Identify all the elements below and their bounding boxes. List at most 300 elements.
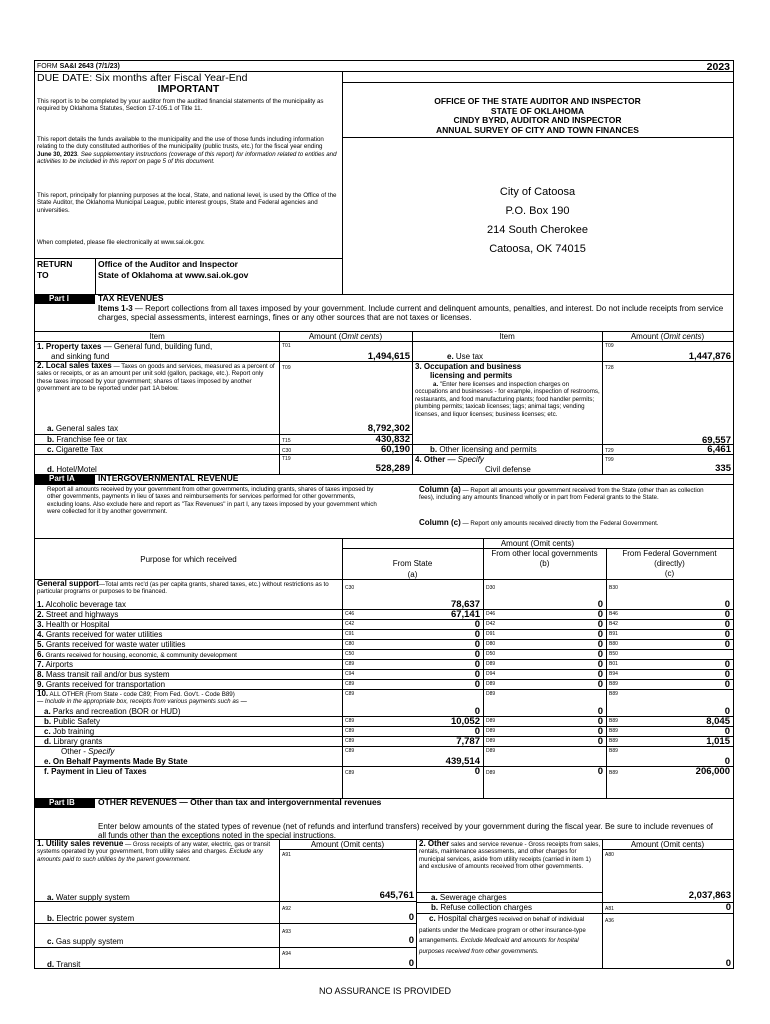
instructions-2c: . See supplementary instructions (coverage of this report) for information related to entities and activities to be included in this report on page 5 of this document. [37, 150, 337, 166]
civil-defense-value[interactable]: 335 [715, 463, 731, 474]
other-sales-title: 2. Other [419, 839, 450, 848]
refuse-code: A81 [605, 906, 614, 912]
franchise-letter: b. [47, 435, 55, 444]
occupation-desc-text: "Enter here licenses and inspection charges on occupations and businesses - for example, inspection of restrooms, restaurants, and food manufacturing plants; food handler permits; plumbing permits; taxicab licenses; tags; animal tags; vending licenses, and liquor licenses; business licenses; etc. [415, 381, 600, 418]
use-tax [447, 352, 483, 361]
part1a-label: Part IA [35, 474, 95, 484]
value-col-c[interactable]: 0 [724, 726, 730, 737]
col-a-header [342, 558, 483, 580]
value-col-b[interactable]: 0 [597, 599, 603, 610]
code-cb: D89 [486, 748, 496, 754]
local-sales-code: T09 [282, 365, 291, 371]
all-other-note: — Include in the appropriate box, receipts from various payments such as — [37, 698, 247, 705]
hospital-charges [419, 914, 601, 957]
code-cc: B89 [609, 748, 618, 754]
col-b-sub: (b) [539, 559, 550, 568]
col-b-header [483, 549, 606, 569]
col-c-title: From Federal Government (directly) [622, 549, 717, 568]
gas-code: A93 [282, 929, 291, 935]
transit-text: Transit [54, 960, 81, 969]
value-col-a[interactable]: 7,787 [456, 736, 480, 747]
instructions-4: When completed, please file electronically at www.sai.ok.gov. [37, 239, 205, 246]
part1a-intro: Report all amounts received by your government from other governments, including grants, shares of taxes imposed by other governments, payments in lieu of taxes and reimbursements for services performed for other governments, excluding loans. Also exclude here and report as "Tax Revenues" in part I, any taxes imposed by your government which were collected for it by another government. [47, 486, 377, 516]
refuse-collection [431, 903, 532, 912]
row-text: Airports [43, 660, 74, 669]
sewerage-text: Sewerage charges [437, 893, 507, 902]
survey-form [34, 60, 734, 969]
gas-supply [47, 937, 123, 946]
form-id [37, 62, 120, 71]
property-desc: — General fund, building fund, [101, 342, 213, 351]
other-licensing-code: T29 [605, 448, 614, 454]
row-text: Grants received for housing, economic, & community development [43, 652, 237, 659]
all-other-number: 10. [37, 689, 49, 698]
value-col-b[interactable]: 0 [597, 736, 603, 747]
civil-defense: Civil defense [485, 465, 531, 474]
return-to-address-1: Office of the Auditor and Inspector [98, 259, 238, 269]
transit [47, 960, 80, 969]
transit-code: A94 [282, 951, 291, 957]
code-ca: C89 [345, 718, 355, 724]
office-line-1: OFFICE OF THE STATE AUDITOR AND INSPECTOR [434, 96, 641, 106]
utility-title: 1. Utility sales revenue [37, 839, 124, 848]
value-col-a[interactable]: 0 [474, 726, 480, 737]
column-c-note [419, 519, 719, 527]
all-other-text: ALL OTHER (From State - code C89; From Fed. Gov't. - Code B89) [48, 691, 235, 698]
code-cc: B01 [609, 661, 618, 667]
code-cc: B89 [609, 770, 618, 776]
occupation-title: 3. Occupation and business [415, 362, 522, 371]
value-col-a[interactable]: 0 [474, 706, 480, 717]
return-to-label-1: RETURN [37, 259, 73, 269]
office-heading [342, 97, 733, 135]
sub-row-letter: c. [44, 727, 51, 736]
value-col-c[interactable]: 0 [724, 639, 730, 650]
utility-amount-header: Amount (Omit cents) [310, 840, 385, 849]
form-id-number: SA&I 2643 [59, 63, 94, 70]
code-cc: B42 [609, 621, 618, 627]
property-title: 1. Property taxes [37, 342, 102, 351]
row-text: Street and highways [43, 610, 119, 619]
use-tax-code: T09 [605, 343, 614, 349]
general-support [37, 580, 342, 596]
col-amount-c2: ) [701, 332, 705, 341]
on-behalf-label [44, 757, 188, 766]
sub-row-letter: b. [44, 717, 52, 726]
pilot-value-c[interactable]: 206,000 [695, 766, 730, 777]
part1b-intro: Enter below amounts of the stated types of revenue (net of refunds and interfund transfers) received by your government during the fiscal year. Be sure to include revenues of all funds other than the exceptions noted in the special instructions. [98, 822, 714, 840]
code-ca: C89 [345, 748, 355, 754]
code-ca: C89 [345, 661, 355, 667]
column-c-bold: Column (c) [419, 518, 461, 527]
general-sales-tax [47, 424, 118, 433]
pilot-label [44, 767, 147, 776]
general-sales-value[interactable]: 8,792,302 [367, 423, 410, 434]
value-col-c[interactable]: 0 [724, 659, 730, 670]
other-sales-service [419, 840, 601, 871]
row-text: Health or Hospital [43, 620, 110, 629]
code-cb: D89 [486, 738, 496, 744]
part1-col-item-left: Item [149, 332, 165, 341]
footer-note: NO ASSURANCE IS PROVIDED [318, 986, 452, 996]
occupation-code: T28 [605, 365, 614, 371]
value-col-b[interactable]: 0 [597, 649, 603, 660]
row-number: 7. [37, 660, 44, 669]
utility-desc: — Gross receipts of any water, electric, gas or transit systems operated by your government, from utility sales and charges. [37, 841, 271, 856]
local-sales-desc: — Taxes on goods and services, measured as a percent of sales or receipts, or as an amount per unit sold (gallon, package, etc.). Report only these taxes imposed by your government; shares of taxes imposed by another government are to be reported under part 1A below. [37, 363, 275, 393]
other-specify: — Specify [445, 455, 484, 464]
utility-desc-italic: Exclude any amounts paid to such utilities by the parent government. [37, 848, 263, 863]
col-amount-b: Omit cents [341, 332, 380, 341]
office-line-3: CINDY BYRD, AUDITOR AND INSPECTOR [453, 115, 622, 125]
part1-label: Part I [35, 294, 95, 304]
row-text: Grants received for water utilities [43, 630, 163, 639]
other-licensing [430, 445, 537, 454]
part1-col-amount-left [279, 332, 412, 341]
sub-row-letter: d. [44, 737, 52, 746]
other-specify-italic: Specify [88, 747, 115, 756]
general-support-text: —Total amts rec'd (as per capita grants, shared taxes, etc.) without restrictions as to particular programs or purposes to be financed. [37, 581, 329, 596]
part1-intro [98, 304, 730, 322]
intergov-row-label [37, 660, 73, 669]
code-cc: B89 [609, 718, 618, 724]
cigarette-letter: c. [47, 445, 54, 454]
value-col-c[interactable]: 0 [724, 599, 730, 610]
franchise-text: Franchise fee or tax [54, 435, 128, 444]
value-col-b[interactable]: 0 [597, 679, 603, 690]
property-desc2: and sinking fund [51, 352, 110, 361]
col-a-sub: (a) [407, 570, 418, 579]
utility-sales [37, 840, 275, 863]
code-cc: B89 [609, 728, 618, 734]
part1a-title: INTERGOVERNMENTAL REVENUE [98, 473, 239, 483]
code-cb: D89 [486, 718, 496, 724]
instructions-2a: This report details the funds available to the municipality and the use of those funds including information relating to the duty constituted authorities of the municipality (public trusts, etc.) for the fiscal year ending [37, 136, 324, 151]
code-cc: B89 [609, 691, 618, 697]
other-specify-label [61, 747, 114, 756]
value-col-c[interactable]: 0 [724, 669, 730, 680]
pilot-text: Payment in Lieu of Taxes [48, 767, 147, 776]
col-amount-a2: Amount ( [630, 332, 664, 341]
general-support-bold: General support [37, 579, 99, 588]
sub-row-label [44, 727, 94, 736]
refuse-letter: b. [431, 903, 439, 912]
other-sales-code: A80 [605, 852, 614, 858]
sewerage-letter: a. [431, 893, 438, 902]
use-tax-text: Use tax [453, 352, 484, 361]
code-cb: D50 [486, 651, 496, 657]
general-sales-text: General sales tax [53, 424, 119, 433]
row-text: Mass transit rail and/or bus system [43, 670, 170, 679]
value-col-b[interactable]: 0 [597, 619, 603, 630]
value-col-a[interactable]: 10,052 [450, 716, 480, 727]
on-behalf-letter: e. [44, 757, 51, 766]
all-other-label [37, 690, 342, 705]
value-col-b[interactable]: 0 [597, 716, 603, 727]
code-cb: D89 [486, 728, 496, 734]
return-to-address-2: State of Oklahoma at www.sai.ok.gov [98, 270, 249, 280]
water-value[interactable]: 645,761 [379, 890, 414, 901]
cigarette-code: C30 [282, 448, 292, 454]
code-cb: D89 [486, 691, 496, 697]
sewerage-charges [431, 893, 507, 902]
value-col-b[interactable]: 0 [597, 659, 603, 670]
hotel-value[interactable]: 528,289 [375, 463, 410, 474]
hospital-text: Hospital charges [435, 914, 498, 923]
office-line-2: STATE OF OKLAHOMA [490, 105, 585, 116]
cigarette-text: Cigarette Tax [53, 445, 103, 454]
part1-col-item-right: Item [499, 332, 515, 341]
property-code: T01 [282, 343, 291, 349]
purpose-header: Purpose for which received [140, 555, 237, 564]
hotel-motel [47, 465, 97, 474]
electric-text: Electric power system [54, 914, 135, 923]
value-col-b[interactable]: 0 [597, 726, 603, 737]
hospital-code: A36 [605, 918, 614, 924]
transit-letter: d. [47, 960, 55, 969]
value-col-c[interactable]: 0 [724, 619, 730, 630]
code-cb: D89 [486, 661, 496, 667]
city-state-zip: Catoosa, OK 74015 [489, 243, 586, 255]
code-ca: C89 [345, 691, 355, 697]
code-cc: B30 [609, 585, 618, 591]
refuse-text: Refuse collection charges [438, 903, 532, 912]
column-a-text: — Report all amounts your government received from the State (other than as collection fees), including any amounts financed wholly or in part from Federal grants to the State. [419, 487, 704, 502]
electric-letter: b. [47, 914, 55, 923]
column-a-bold: Column (a) [419, 485, 461, 494]
value-col-a[interactable]: 0 [474, 669, 480, 680]
property-taxes-label [37, 342, 212, 351]
code-cc: B94 [609, 671, 618, 677]
sub-row-label [44, 737, 102, 746]
cigarette-tax [47, 445, 103, 454]
value-col-a[interactable]: 0 [474, 649, 480, 660]
intergov-row-label [37, 680, 165, 689]
other-title: 4. Other [415, 455, 446, 464]
col-c-sub: (c) [664, 569, 675, 578]
row-number: 8. [37, 670, 44, 679]
property-tax-value[interactable]: 1,494,615 [367, 351, 410, 362]
water-text: Water supply system [53, 893, 130, 902]
value-col-b[interactable]: 0 [597, 669, 603, 680]
row-number: 3. [37, 620, 44, 629]
refuse-value[interactable]: 0 [725, 902, 731, 913]
value-col-a[interactable]: 0 [474, 639, 480, 650]
occupation-title2: licensing and permits [430, 371, 513, 380]
value-col-a[interactable]: 0 [474, 619, 480, 630]
hospital-value[interactable]: 0 [725, 958, 731, 969]
municipality-address [342, 183, 733, 259]
code-cb: D80 [486, 641, 496, 647]
electric-code: A92 [282, 906, 291, 912]
cigarette-value[interactable]: 60,190 [380, 444, 410, 455]
part1b-label: Part IB [35, 798, 95, 808]
occupation-value[interactable]: 69,557 [701, 435, 731, 446]
water-code: A91 [282, 852, 291, 858]
sub-row-text: Library grants [51, 737, 103, 746]
franchise-code: T15 [282, 438, 291, 444]
intergov-row-label [37, 620, 109, 629]
street-address: 214 South Cherokee [487, 224, 588, 236]
column-c-text: — Report only amounts received directly from the Federal Government. [460, 520, 659, 527]
electric-value[interactable]: 0 [408, 912, 414, 923]
pilot-value-b[interactable]: 0 [597, 766, 603, 777]
value-col-a[interactable]: 0 [474, 679, 480, 690]
other-licensing-letter: b. [430, 445, 438, 454]
franchise-value[interactable]: 430,832 [375, 434, 410, 445]
occupation-letter: a. [433, 381, 439, 388]
po-box: P.O. Box 190 [505, 205, 570, 217]
pilot-letter: f. [44, 767, 49, 776]
code-cb: D42 [486, 621, 496, 627]
code-cc: B91 [609, 631, 618, 637]
code-ca: C89 [345, 728, 355, 734]
office-line-4: ANNUAL SURVEY OF CITY AND TOWN FINANCES [436, 124, 639, 135]
sub-row-text: Parks and recreation (BOR or HUD) [50, 707, 181, 716]
code-ca: C89 [345, 738, 355, 744]
row-text: Grants received for transportation [43, 680, 166, 689]
row-number: 5. [37, 640, 44, 649]
code-ca: C89 [345, 770, 355, 776]
local-sales-title: 2. Local sales taxes [37, 361, 112, 370]
on-behalf-text: On Behalf Payments Made By State [50, 757, 188, 766]
row-number: 6. [37, 650, 44, 659]
value-col-c[interactable]: 0 [724, 629, 730, 640]
franchise-fee [47, 435, 127, 444]
code-cc: B89 [609, 738, 618, 744]
instructions-2 [37, 136, 337, 166]
amount-header: Amount (Omit cents) [500, 539, 575, 548]
code-cc: B89 [609, 681, 618, 687]
col-b-title: From other local governments [491, 549, 598, 558]
value-col-c[interactable]: 8,045 [706, 716, 730, 727]
intergov-row-label [37, 640, 186, 649]
form-date: (7/1/23) [93, 63, 120, 70]
part1-intro-text: — Report collections from all taxes imposed by your government. Include current and delinquent amounts, penalties, and interest. Do not include receipts from service charges, special assessments, interest earnings, fines or any other sources that are not taxes or licenses. [98, 304, 724, 322]
sewerage-value[interactable]: 2,037,863 [688, 890, 731, 901]
code-ca: C91 [345, 631, 355, 637]
part1-col-amount-right [602, 332, 733, 341]
code-cb: D94 [486, 671, 496, 677]
row-number: 4. [37, 630, 44, 639]
value-col-b[interactable]: 0 [597, 639, 603, 650]
sub-row-label [44, 707, 181, 716]
value-col-c[interactable]: 0 [724, 706, 730, 717]
hospital-desc: received on behalf of individual patients under the Medicare program or other insurance-type arrangements. [419, 916, 586, 944]
value-col-a[interactable]: 78,637 [450, 599, 480, 610]
civil-defense-code: T99 [605, 457, 614, 463]
col-amount-b2: Omit cents [663, 332, 702, 341]
row-number: 9. [37, 680, 44, 689]
instructions-3: This report, principally for planning purposes at the local, State, and national level, is used by the Office of the State Auditor, the Oklahoma Municipal League, public interest groups, State and Federal agencies and universities. [37, 192, 337, 214]
value-col-b[interactable]: 0 [597, 629, 603, 640]
other-tax-heading [415, 455, 484, 464]
sub-row-label [44, 717, 100, 726]
col-amount-c: ) [379, 332, 383, 341]
other-amount-header: Amount (Omit cents) [630, 840, 705, 849]
pilot-value-a[interactable]: 0 [474, 766, 480, 777]
intergov-row-label [37, 670, 170, 679]
code-ca: C42 [345, 621, 355, 627]
other-licensing-value[interactable]: 6,461 [707, 444, 731, 455]
important-heading: IMPORTANT [157, 83, 220, 95]
col-c-header [606, 549, 733, 579]
code-cc: B46 [609, 611, 618, 617]
code-cc: B50 [609, 651, 618, 657]
instructions-2b: June 30, 2023 [37, 150, 78, 158]
code-cb: D91 [486, 631, 496, 637]
row-text: Grants received for waste water utilities [43, 640, 186, 649]
gas-value[interactable]: 0 [408, 935, 414, 946]
code-ca: C94 [345, 671, 355, 677]
code-cc: B80 [609, 641, 618, 647]
code-cb: D46 [486, 611, 496, 617]
transit-value[interactable]: 0 [408, 958, 414, 969]
hospital-letter: c. [429, 914, 436, 923]
local-sales-label [37, 362, 275, 393]
value-col-b[interactable]: 0 [597, 706, 603, 717]
on-behalf-value-a[interactable]: 439,514 [445, 756, 480, 767]
value-col-a[interactable]: 0 [474, 659, 480, 670]
city-name: City of Catoosa [499, 186, 576, 198]
due-date: DUE DATE: Six months after Fiscal Year-End [37, 72, 248, 84]
sub-row-text: Job training [50, 727, 95, 736]
on-behalf-value-c[interactable]: 0 [724, 756, 730, 767]
row-number: 1. [37, 600, 44, 609]
row-number: 2. [37, 610, 44, 619]
sub-row-letter: a. [44, 707, 51, 716]
use-tax-value[interactable]: 1,447,876 [688, 351, 731, 362]
form-year: 2023 [706, 61, 730, 73]
value-col-a[interactable]: 0 [474, 629, 480, 640]
value-col-c[interactable]: 1,015 [706, 736, 730, 747]
code-cb: D89 [486, 681, 496, 687]
hotel-text: Hotel/Motel [54, 465, 97, 474]
part1-title: TAX REVENUES [98, 293, 164, 303]
col-a-title: From State [392, 559, 433, 568]
part1-intro-bold: Items 1-3 [98, 304, 133, 313]
value-col-a[interactable]: 67,141 [450, 609, 480, 620]
part1b-title: OTHER REVENUES — Other than tax and intergovernmental revenues [98, 797, 382, 807]
code-ca: C30 [345, 585, 355, 591]
intergov-row-label [37, 610, 118, 619]
other-specify-text: Other - [61, 747, 89, 756]
code-ca: C50 [345, 651, 355, 657]
code-cb: D30 [486, 585, 496, 591]
occupation-desc [415, 381, 601, 418]
water-letter: a. [47, 893, 54, 902]
value-col-b[interactable]: 0 [597, 609, 603, 620]
electric-power [47, 914, 134, 923]
value-col-c[interactable]: 0 [724, 679, 730, 690]
code-cb: D89 [486, 770, 496, 776]
return-to-label-2: TO [37, 270, 49, 280]
sub-row-text: Public Safety [51, 717, 101, 726]
instructions-1: This report is to be completed by your auditor from the audited financial statements of the municipality as required by Oklahoma Statutes, Section 17-105.1 of Title 11. [37, 98, 324, 113]
hotel-letter: d. [47, 465, 55, 474]
gas-text: Gas supply system [53, 937, 124, 946]
hospital-desc-italic: Exclude Medicaid and amounts for hospital purposes received from other governments. [419, 937, 579, 955]
form-id-prefix: FORM [37, 63, 60, 70]
code-ca: C89 [345, 681, 355, 687]
use-tax-letter: e. [447, 352, 454, 361]
general-sales-letter: a. [47, 424, 54, 433]
value-col-c[interactable]: 0 [724, 609, 730, 620]
code-ca: C80 [345, 641, 355, 647]
column-a-note [419, 486, 719, 502]
other-licensing-text: Other licensing and permits [437, 445, 537, 454]
intergov-row-label [37, 630, 162, 639]
